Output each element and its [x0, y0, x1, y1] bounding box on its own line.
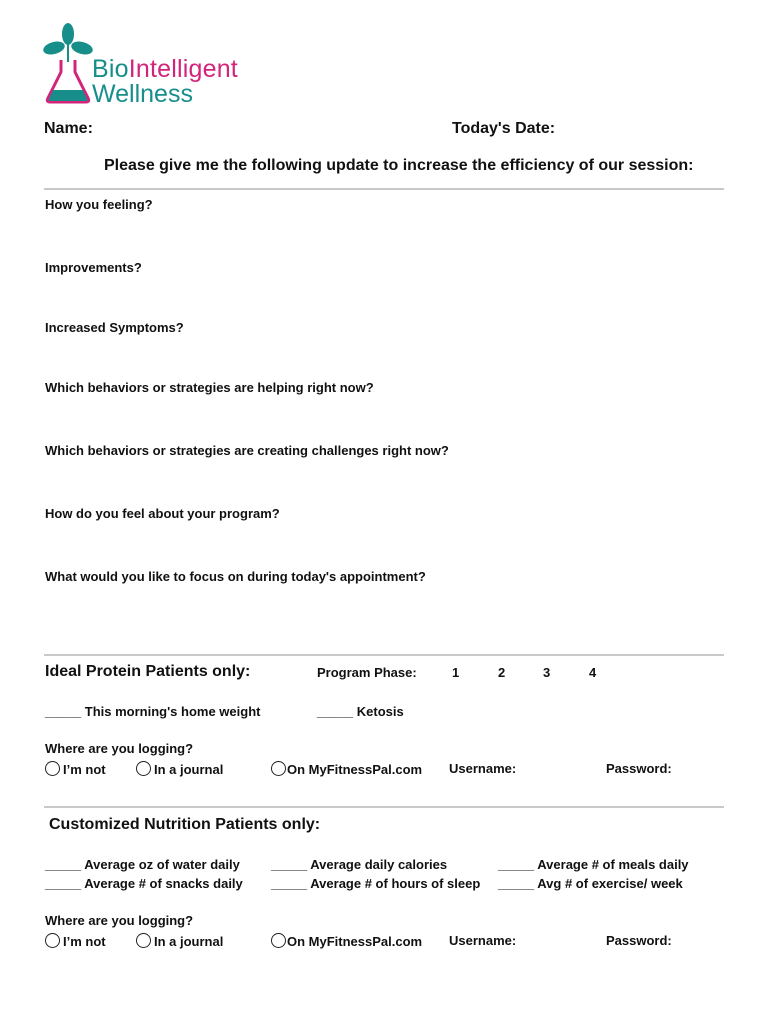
radio-not-logging[interactable] — [45, 761, 106, 777]
logging-label: Where are you logging? — [45, 741, 194, 756]
home-weight-field[interactable]: _____ This morning's home weight — [45, 704, 261, 719]
question-helping: Which behaviors or strategies are helping right now? — [45, 380, 374, 395]
radio-not-logging[interactable] — [45, 933, 106, 949]
phase-option-1[interactable]: 1 — [452, 665, 460, 680]
radio-label: I’m not — [63, 762, 106, 777]
date-label: Today's Date: — [452, 120, 556, 137]
password-label: Password: — [606, 933, 672, 948]
name-label: Name: — [44, 120, 93, 137]
radio-circle-icon[interactable] — [136, 933, 151, 948]
radio-label: In a journal — [154, 762, 224, 777]
water-field[interactable]: _____ Average oz of water daily — [45, 857, 240, 872]
password-label: Password: — [606, 761, 672, 776]
question-feeling: How you feeling? — [45, 197, 153, 212]
exercise-field[interactable]: _____ Avg # of exercise/ week — [498, 876, 683, 891]
question-improvements: Improvements? — [45, 260, 142, 275]
phase-option-4[interactable]: 4 — [589, 665, 597, 680]
sleep-field[interactable]: _____ Average # of hours of sleep — [271, 876, 481, 891]
brand-bio: Bio — [92, 55, 129, 83]
username-label: Username: — [449, 761, 517, 776]
intro-text: Please give me the following update to increase the efficiency of our session: — [104, 157, 694, 174]
radio-circle-icon[interactable] — [271, 933, 286, 948]
meals-field[interactable]: _____ Average # of meals daily — [498, 857, 689, 872]
custom-nutrition-heading: Customized Nutrition Patients only: — [49, 816, 321, 833]
radio-myfitnesspal[interactable] — [271, 933, 422, 949]
radio-circle-icon[interactable] — [136, 761, 151, 776]
radio-circle-icon[interactable] — [45, 933, 60, 948]
calories-field[interactable]: _____ Average daily calories — [271, 857, 448, 872]
program-phase-label: Program Phase: — [317, 665, 417, 680]
radio-journal[interactable] — [136, 933, 223, 949]
divider — [44, 654, 724, 656]
logging-label: Where are you logging? — [45, 913, 194, 928]
radio-label: In a journal — [154, 934, 224, 949]
ideal-protein-heading: Ideal Protein Patients only: — [45, 663, 251, 680]
brand-name-line2: Wellness — [92, 80, 193, 108]
divider — [44, 188, 724, 190]
radio-journal[interactable] — [136, 761, 223, 777]
phase-option-2[interactable]: 2 — [498, 665, 506, 680]
radio-circle-icon[interactable] — [45, 761, 60, 776]
radio-label: On MyFitnessPal.com — [287, 762, 423, 777]
question-challenges: Which behaviors or strategies are creating challenges right now? — [45, 443, 449, 458]
question-symptoms: Increased Symptoms? — [45, 320, 184, 335]
radio-label: On MyFitnessPal.com — [287, 934, 423, 949]
snacks-field[interactable]: _____ Average # of snacks daily — [45, 876, 243, 891]
username-label: Username: — [449, 933, 517, 948]
radio-circle-icon[interactable] — [271, 761, 286, 776]
radio-label: I’m not — [63, 934, 106, 949]
brand-intelligent: Intelligent — [128, 55, 238, 83]
question-focus: What would you like to focus on during today's appointment? — [45, 569, 426, 584]
ketosis-field[interactable]: _____ Ketosis — [317, 704, 404, 719]
phase-option-3[interactable]: 3 — [543, 665, 551, 680]
divider — [44, 806, 724, 808]
radio-myfitnesspal[interactable] — [271, 761, 422, 777]
question-program: How do you feel about your program? — [45, 506, 280, 521]
